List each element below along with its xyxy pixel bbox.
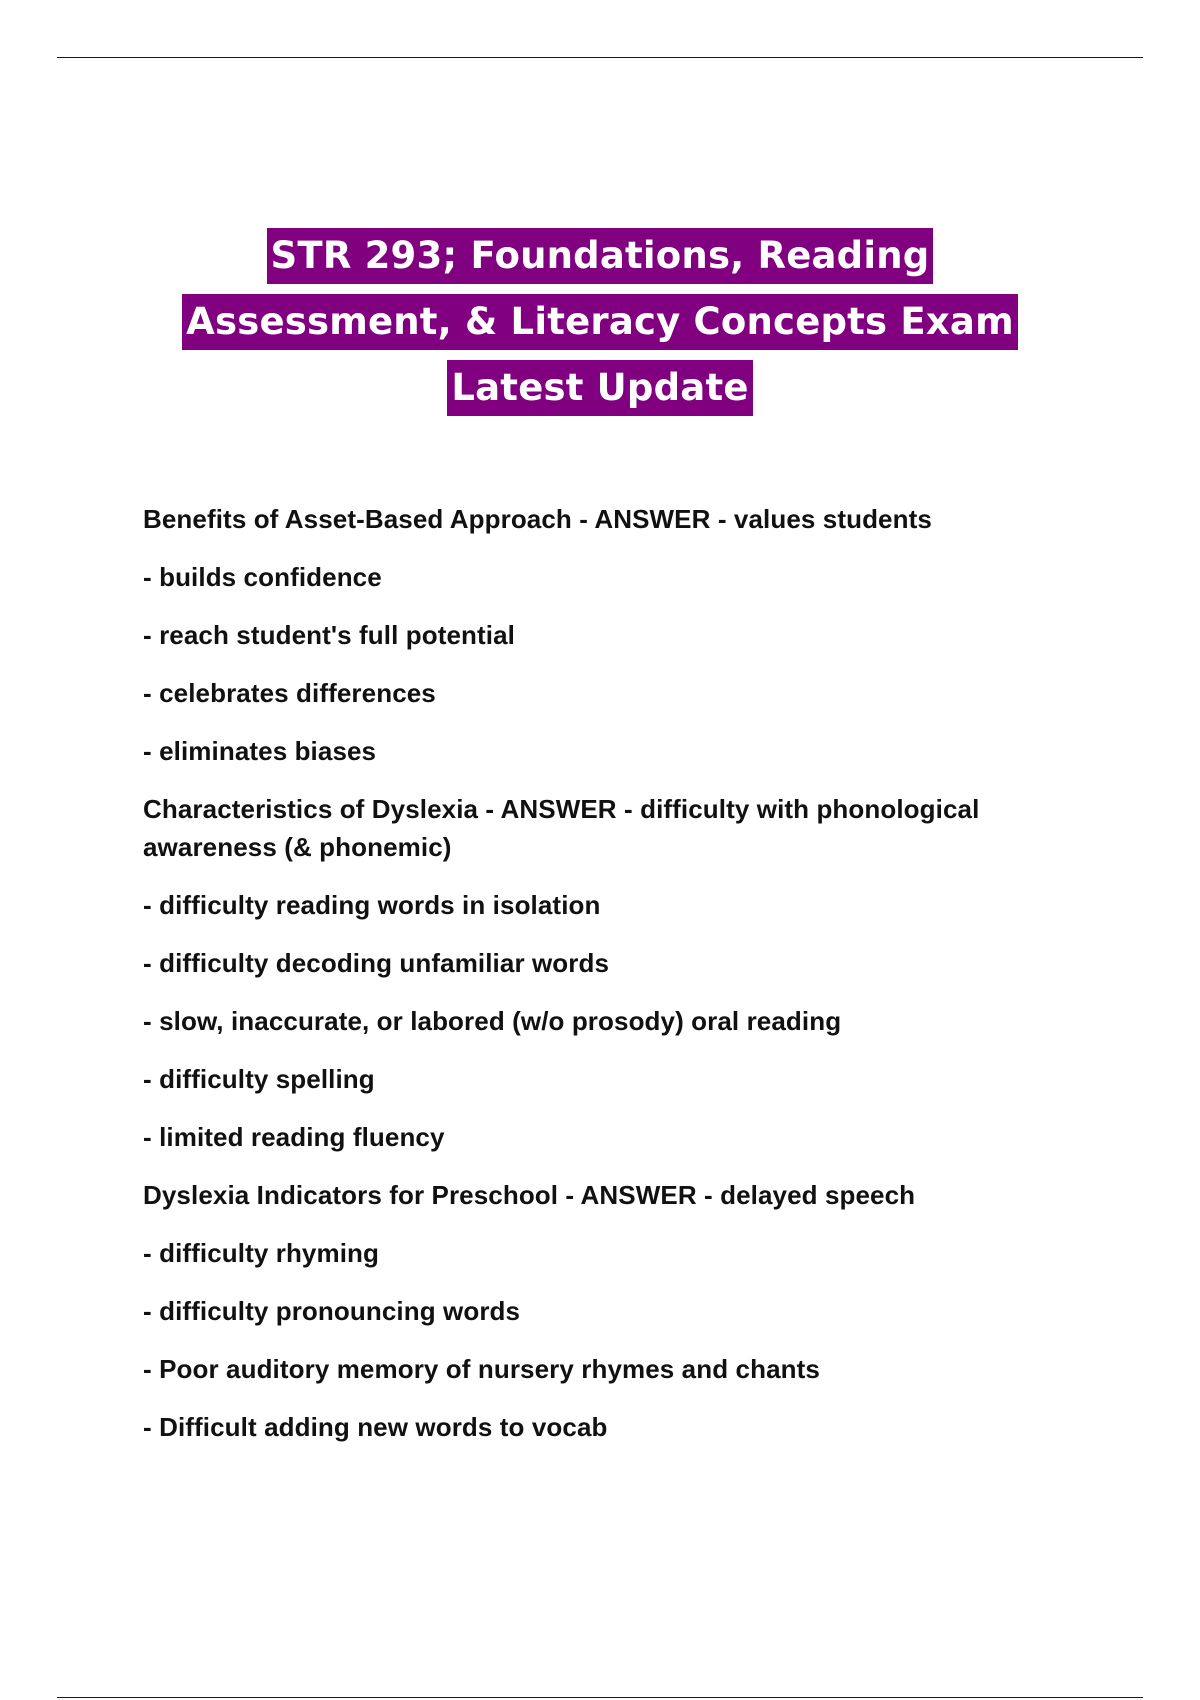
question-answer: Benefits of Asset-Based Approach - ANSWER - values students xyxy=(143,504,932,534)
question-answer: Dyslexia Indicators for Preschool - ANSWER - delayed speech xyxy=(143,1180,916,1210)
answer-bullet: - difficulty decoding unfamiliar words xyxy=(143,948,610,978)
answer-bullet: - eliminates biases xyxy=(143,736,377,766)
document-title xyxy=(60,228,1140,426)
answer-bullet: - difficulty pronouncing words xyxy=(143,1296,521,1326)
title-line: Assessment, & Literacy Concepts Exam xyxy=(182,294,1018,350)
qa-entry-preschool-indicators xyxy=(143,1176,1083,1446)
footer-rule xyxy=(57,1697,1143,1698)
qa-content xyxy=(143,500,1083,1466)
header-rule xyxy=(57,57,1143,58)
answer-bullet: - limited reading fluency xyxy=(143,1122,445,1152)
qa-entry-dyslexia-characteristics xyxy=(143,790,1083,1156)
answer-bullet: - reach student's full potential xyxy=(143,620,515,650)
answer-bullet: - difficulty spelling xyxy=(143,1064,375,1094)
answer-bullet: - slow, inaccurate, or labored (w/o prosody) oral reading xyxy=(143,1006,842,1036)
answer-bullet: - Poor auditory memory of nursery rhymes and chants xyxy=(143,1354,820,1384)
answer-bullet: - difficulty rhyming xyxy=(143,1238,379,1268)
title-line: Latest Update xyxy=(447,360,752,416)
answer-bullet: - Difficult adding new words to vocab xyxy=(143,1412,608,1442)
answer-bullet: - builds confidence xyxy=(143,562,382,592)
question-answer: Characteristics of Dyslexia - ANSWER - difficulty with phonological awareness (& phonemic) xyxy=(143,794,980,862)
answer-bullet: - difficulty reading words in isolation xyxy=(143,890,601,920)
qa-entry-asset-based xyxy=(143,500,1083,770)
answer-bullet: - celebrates differences xyxy=(143,678,436,708)
title-line: STR 293; Foundations, Reading xyxy=(267,228,934,284)
